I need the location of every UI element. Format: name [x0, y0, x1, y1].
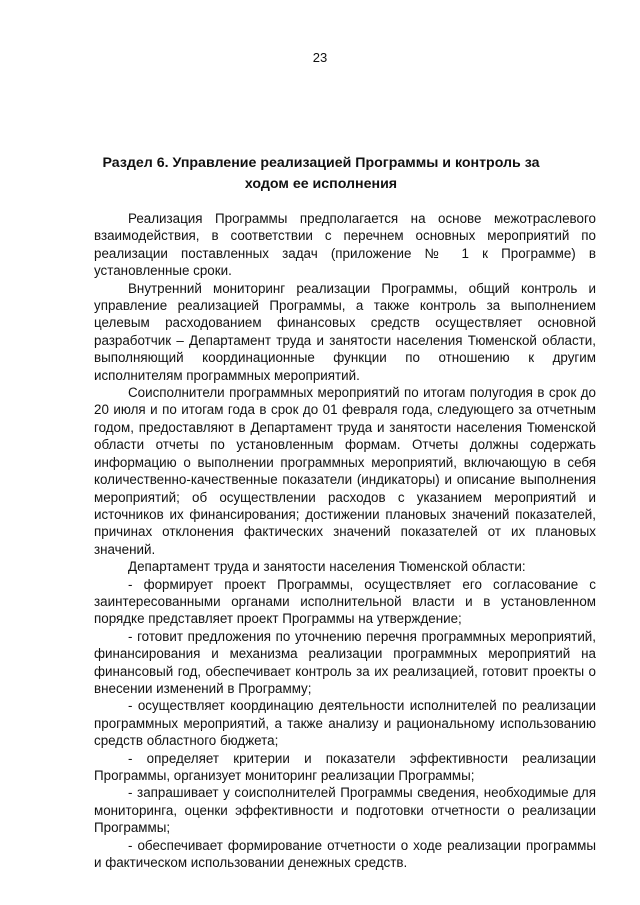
section-title: Раздел 6. Управление реализацией Программы и контроль за ходом ее исполнения: [102, 155, 540, 192]
list-item: - определяет критерии и показатели эффективности реализации Программы, организует мониторинг реализации Программы;: [94, 750, 596, 783]
list-item: - осуществляет координацию деятельности исполнителей по реализации программных мероприятий, а также анализу и рациональному использованию средств областного бюджета;: [94, 698, 596, 749]
paragraph: Соисполнители программных мероприятий по итогам полугодия в срок до 20 июля и по итогам года в срок до 01 февраля года, следующего за отчетным годом, предоставляют в Департамент труда и занятости населения Тюменской области отчеты по установленным формам. Отчеты должны содержать информацию о выполнении программных мероприятий, включающую в себя количественно-качественные показатели (индикаторы) и описание выполнения мероприятий; об осуществлении расходов с указанием мероприятий и источников их финансирования; достижении плановых значений показателей, причинах отклонения фактических значений показателей от их плановых значений.: [94, 385, 596, 557]
paragraph: Реализация Программы предполагается на основе межотраслевого взаимодействия, в соответствии с перечнем основных мероприятий по реализации поставленных задач (приложение № 1 к Программе) в установленные сроки.: [94, 211, 596, 279]
list-item: - готовит предложения по уточнению перечня программных мероприятий, финансирования и механизма реализации программных мероприятий на финансовый год, обеспечивает контроль за их реализацией, готовит проекты о внесении изменений в Программу;: [94, 628, 596, 696]
list-item: - формирует проект Программы, осуществляет его согласование с заинтересованными органами исполнительной власти и в установленном порядке представляет проект Программы на утверждение;: [94, 576, 596, 627]
list-item: - запрашивает у соисполнителей Программы сведения, необходимые для мониторинга, оценки эффективности и подготовки отчетности о реализации Программы;: [94, 785, 596, 836]
paragraph: Внутренний мониторинг реализации Программы, общий контроль и управление реализацией Программы, а также контроль за выполнением целевым расходованием финансовых средств осуществляет основной разработчик – Департамент труда и занятости населения Тюменской области, выполняющий координационные функции по отношению к другим исполнителям программных мероприятий.: [94, 280, 596, 383]
page-number: 23: [312, 50, 328, 65]
paragraph: Департамент труда и занятости населения Тюменской области:: [128, 559, 526, 575]
list-item: - обеспечивает формирование отчетности о ходе реализации программы и фактическом использовании денежных средств.: [94, 837, 596, 871]
body-text: [94, 210, 596, 871]
